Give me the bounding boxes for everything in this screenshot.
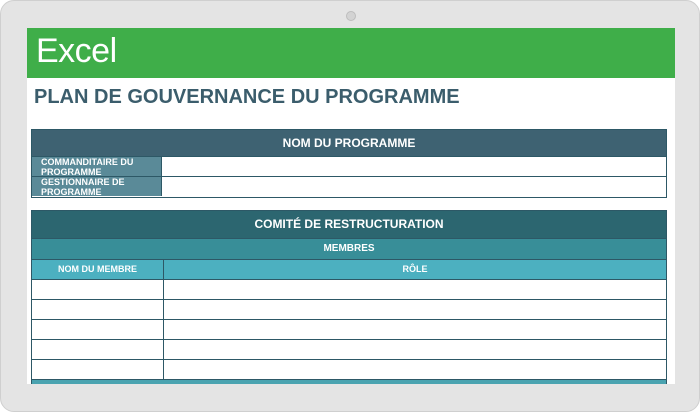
member-name-cell[interactable] xyxy=(32,300,164,320)
table-row xyxy=(32,319,666,340)
column-header-role: RÔLE xyxy=(164,259,666,279)
table-row xyxy=(32,279,666,300)
app-banner xyxy=(27,28,675,78)
member-role-cell[interactable] xyxy=(164,280,666,300)
page-title: PLAN DE GOUVERNANCE DU PROGRAMME xyxy=(34,86,460,108)
table-row xyxy=(32,299,666,320)
program-table xyxy=(31,129,667,198)
app-name: Excel xyxy=(36,32,117,70)
members-subheader: MEMBRES xyxy=(32,238,666,259)
table-row xyxy=(32,339,666,360)
manager-label: GESTIONNAIRE DE PROGRAMME xyxy=(32,177,162,196)
camera-dot xyxy=(346,11,356,21)
member-name-cell[interactable] xyxy=(32,280,164,300)
member-role-cell[interactable] xyxy=(164,340,666,360)
committee-header[interactable]: COMITÉ DE RESTRUCTURATION xyxy=(32,211,666,238)
table-footer-strip xyxy=(32,379,666,384)
member-role-cell[interactable] xyxy=(164,360,666,380)
program-name-header[interactable]: NOM DU PROGRAMME xyxy=(32,130,666,156)
member-name-cell[interactable] xyxy=(32,360,164,380)
member-name-cell[interactable] xyxy=(32,320,164,340)
sponsor-value-cell[interactable] xyxy=(163,157,666,176)
sponsor-row xyxy=(32,156,666,176)
spreadsheet-screen xyxy=(27,28,675,384)
member-role-cell[interactable] xyxy=(164,300,666,320)
member-role-cell[interactable] xyxy=(164,320,666,340)
sponsor-label: COMMANDITAIRE DU PROGRAMME xyxy=(32,157,162,176)
manager-value-cell[interactable] xyxy=(163,177,666,196)
manager-row xyxy=(32,176,666,196)
column-header-member-name: NOM DU MEMBRE xyxy=(32,259,164,279)
member-name-cell[interactable] xyxy=(32,340,164,360)
table-row xyxy=(32,359,666,380)
committee-table xyxy=(31,210,667,384)
